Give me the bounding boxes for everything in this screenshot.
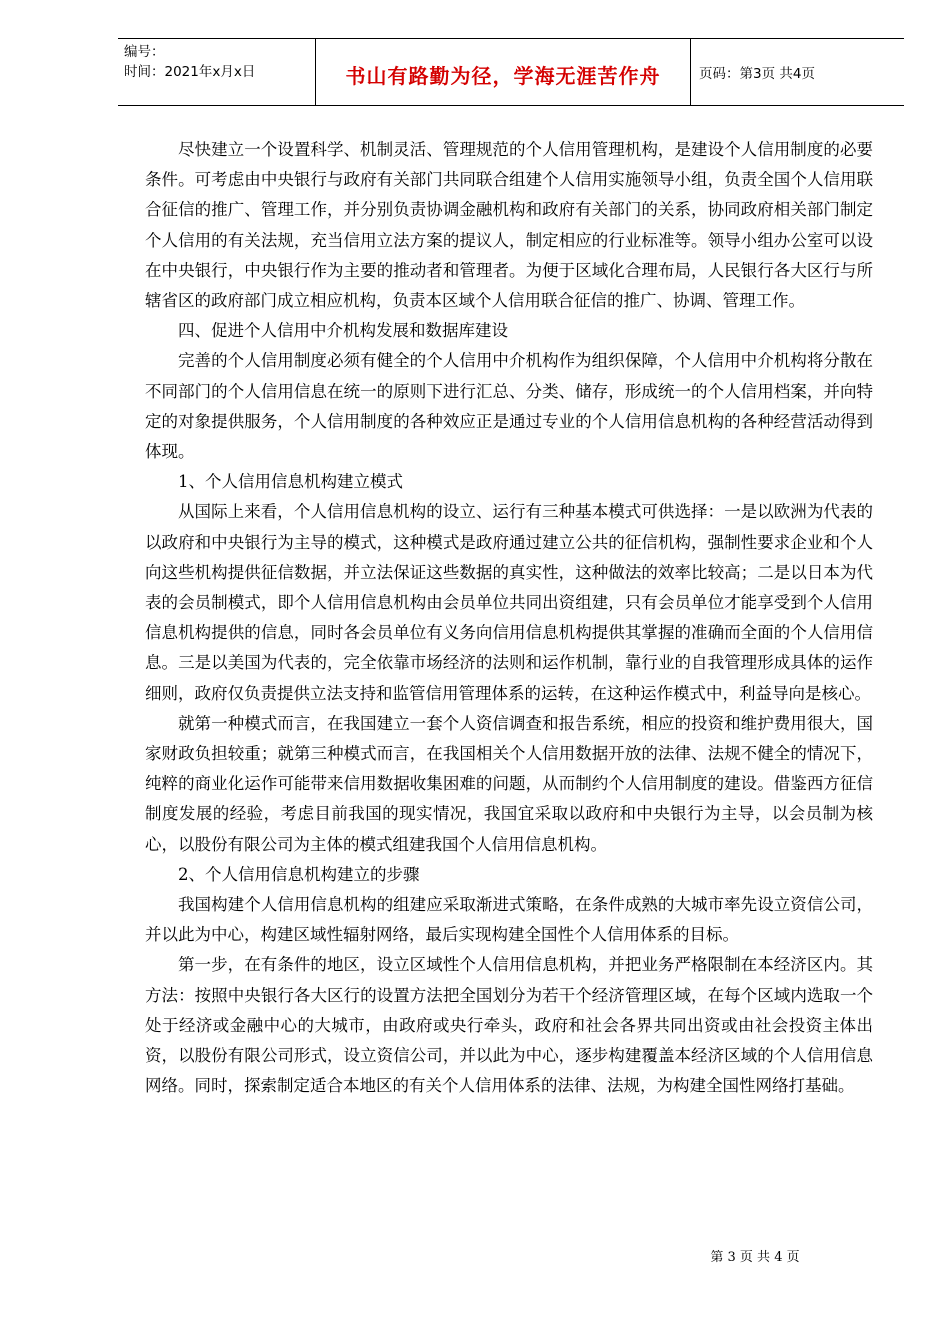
document-number-label: 编号： xyxy=(124,44,165,60)
header-page-cell xyxy=(691,39,904,105)
header-motto-cell xyxy=(316,39,691,105)
footer-page-number: 第 3 页 共 4 页 xyxy=(710,1250,800,1265)
header-motto: 书山有路勤为径，学海无涯苦作舟 xyxy=(345,63,661,88)
subsection-heading: 1、个人信用信息机构建立模式 xyxy=(178,472,403,492)
paragraph: 就第一种模式而言，在我国建立一套个人资信调查和报告系统，相应的投资和维护费用很大，国家财政负担较重；就第三种模式而言，在我国相关个人信用数据开放的法律、法规不健全的情况下，纯粹的商业化运作可能带来信用数据收集困难的问题，从而制约个人信用制度的建设。借鉴西方征信制度发展的经验，考虑目前我国的现实情况，我国宜采取以政府和中央银行为主导，以会员制为核心，以股份有限公司为主体的模式组建我国个人信用信息机构。 xyxy=(145,713,873,854)
section-heading: 四、促进个人信用中介机构发展和数据库建设 xyxy=(178,321,508,341)
paragraph: 第一步，在有条件的地区，设立区域性个人信用信息机构，并把业务严格限制在本经济区内。其方法：按照中央银行各大区行的设置方法把全国划分为若干个经济管理区域，在每个区域内选取一个处于经济或金融中心的大城市，由政府或央行牵头，政府和社会各界共同出资或由社会投资主体出资，以股份有限公司形式，设立资信公司，并以此为中心，逐步构建覆盖本经济区域的个人信用信息网络。同时，探索制定适合本地区的有关个人信用体系的法律、法规，为构建全国性网络打基础。 xyxy=(145,955,873,1096)
paragraph: 尽快建立一个设置科学、机制灵活、管理规范的个人信用管理机构，是建设个人信用制度的必要条件。可考虑由中央银行与政府有关部门共同联合组建个人信用实施领导小组，负责全国个人信用联合征信的推广、管理工作，并分别负责协调金融机构和政府有关部门的关系，协同政府相关部门制定个人信用的有关法规，充当信用立法方案的提议人，制定相应的行业标准等。领导小组办公室可以设在中央银行，中央银行作为主要的推动者和管理者。为便于区域化合理布局，人民银行各大区行与所辖省区的政府部门成立相应机构，负责本区域个人信用联合征信的推广、协调、管理工作。 xyxy=(145,140,873,311)
page-header xyxy=(118,38,904,106)
paragraph: 我国构建个人信用信息机构的组建应采取渐进式策略，在条件成熟的大城市率先设立资信公司，并以此为中心，构建区域性辐射网络，最后实现构建全国性个人信用体系的目标。 xyxy=(145,895,873,945)
page-footer xyxy=(0,1246,950,1265)
document-body xyxy=(145,135,873,1102)
paragraph: 完善的个人信用制度必须有健全的个人信用中介机构作为组织保障，个人信用中介机构将分散在不同部门的个人信用信息在统一的原则下进行汇总、分类、储存，形成统一的个人信用档案，并向特定的对象提供服务，个人信用制度的各种效应正是通过专业的个人信用信息机构的各种经营活动得到体现。 xyxy=(145,351,873,462)
header-meta-cell xyxy=(118,39,316,105)
subsection-heading: 2、个人信用信息机构建立的步骤 xyxy=(178,864,420,884)
header-page-info: 页码：第3页 共4页 xyxy=(699,66,815,82)
document-time-label: 时间：2021年x月x日 xyxy=(124,64,256,80)
paragraph: 从国际上来看，个人信用信息机构的设立、运行有三种基本模式可供选择：一是以欧洲为代表的以政府和中央银行为主导的模式，这种模式是政府通过建立公共的征信机构，强制性要求企业和个人向这些机构提供征信数据，并立法保证这些数据的真实性，这种做法的效率比较高；二是以日本为代表的会员制模式，即个人信用信息机构由会员单位共同出资组建，只有会员单位才能享受到个人信用信息机构提供的信息，同时各会员单位有义务向信用信息机构提供其掌握的准确而全面的个人信用信息。三是以美国为代表的，完全依靠市场经济的法则和运作机制，靠行业的自我管理形成具体的运作细则，政府仅负责提供立法支持和监管信用管理体系的运转，在这种运作模式中，利益导向是核心。 xyxy=(145,502,873,703)
